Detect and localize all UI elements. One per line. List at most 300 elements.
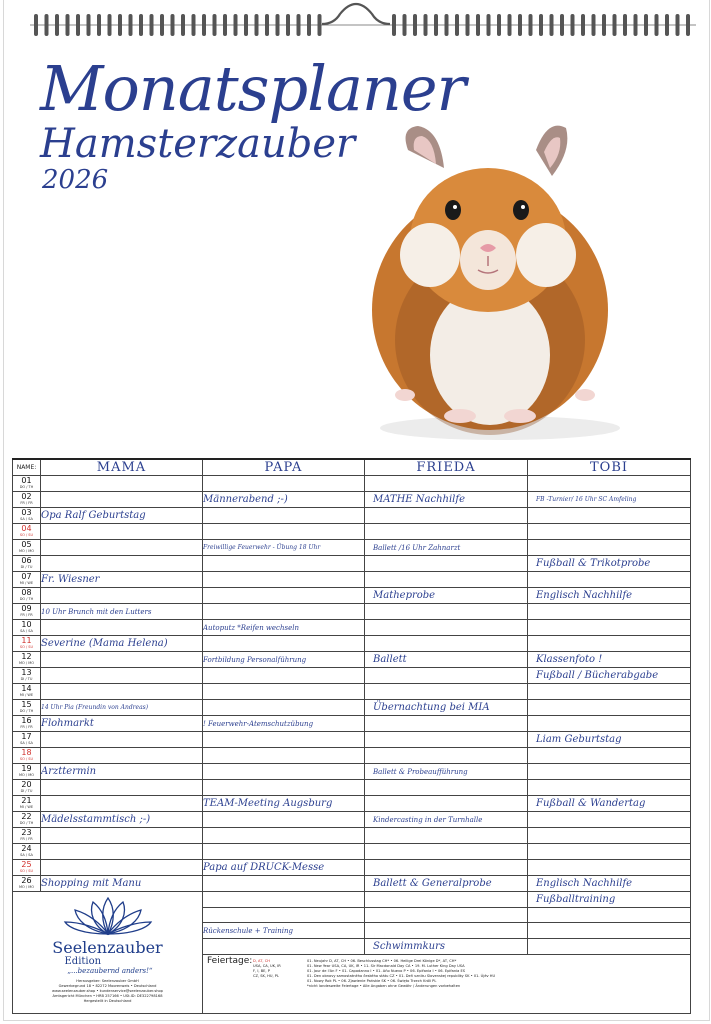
country-code: D, AT, CH	[253, 958, 270, 963]
day-number: 07	[21, 572, 32, 581]
entry-papa[interactable]	[203, 524, 365, 540]
entry-frieda[interactable]	[365, 572, 528, 588]
day-row	[13, 700, 691, 716]
entry-frieda[interactable]	[365, 604, 528, 620]
day-number: 22	[21, 812, 32, 821]
weekday-label: MI / WE	[19, 805, 34, 809]
entry-tobi[interactable]	[528, 476, 691, 492]
entry-frieda[interactable]	[365, 716, 528, 732]
entry-papa[interactable]: Fortbildung Personalführung	[203, 652, 365, 668]
entry-papa[interactable]: Autoputz *Reifen wechseln	[203, 620, 365, 636]
day-row	[13, 556, 691, 572]
entry-tobi[interactable]	[528, 939, 691, 955]
entry-mama[interactable]	[41, 796, 203, 812]
spiral-ring	[150, 14, 154, 36]
day-row	[13, 492, 691, 508]
entry-frieda[interactable]: Kindercasting in der Turnhalle	[365, 812, 528, 828]
entry-tobi[interactable]	[528, 844, 691, 860]
entry-mama[interactable]	[41, 668, 203, 684]
spiral-ring	[55, 14, 59, 36]
holidays-block	[203, 954, 691, 1013]
day-number: 23	[21, 828, 32, 837]
day-cell	[13, 780, 41, 796]
column-header-tobi: TOBI	[528, 459, 691, 476]
day-number: 11	[21, 636, 32, 645]
day-number: 26	[21, 876, 32, 885]
entry-tobi[interactable]: Liam Geburtstag	[528, 732, 691, 748]
logo-sub: Edition	[64, 956, 102, 967]
spiral-ring	[602, 14, 606, 36]
day-number: 14	[21, 684, 32, 693]
name-header: NAME:	[13, 459, 41, 476]
holiday-line: *nicht landesweite Feiertage • Alle Angaben ohne Gewähr / Änderungen vorbehalten	[307, 983, 461, 988]
entry-frieda[interactable]	[365, 524, 528, 540]
spiral-ring	[76, 14, 80, 36]
weekday-label: SA / SA	[20, 517, 33, 521]
spiral-binding	[0, 0, 711, 44]
day-row	[13, 572, 691, 588]
spiral-ring	[466, 14, 470, 36]
weekday-label: DI / TU	[20, 677, 33, 681]
weekday-label: MO / MO	[19, 885, 34, 889]
entry-tobi[interactable]	[528, 860, 691, 876]
spiral-ring	[171, 14, 175, 36]
entry-papa[interactable]: ! Feuerwehr-Atemschutzübung	[203, 716, 365, 732]
entry-papa[interactable]	[203, 668, 365, 684]
day-number: 20	[21, 780, 32, 789]
day-number: 10	[21, 620, 32, 629]
logo-tagline: „...bezaubernd anders!“	[67, 967, 153, 975]
weekday-label: SO / SU	[19, 645, 34, 649]
day-number: 06	[21, 556, 32, 565]
day-cell	[13, 796, 41, 812]
entry-mama[interactable]: Mädelsstammtisch ;-)	[41, 812, 203, 828]
entry-frieda[interactable]	[365, 556, 528, 572]
day-number: 02	[21, 492, 32, 501]
hamster-photo	[360, 110, 630, 450]
weekday-label: MO / MO	[19, 773, 34, 777]
entry-frieda[interactable]: Ballett /16 Uhr Zahnarzt	[365, 540, 528, 556]
day-cell	[13, 508, 41, 524]
entry-tobi[interactable]: Fußball / Bücherabgabe	[528, 668, 691, 684]
entry-mama[interactable]	[41, 732, 203, 748]
entry-tobi[interactable]	[528, 764, 691, 780]
spiral-ring	[213, 14, 217, 36]
weekday-label: SO / SU	[19, 869, 34, 873]
entry-papa[interactable]	[203, 780, 365, 796]
weekday-label: MI / WE	[19, 581, 34, 585]
spiral-ring	[487, 14, 491, 36]
entry-mama[interactable]: Arzttermin	[41, 764, 203, 780]
weekday-label: MO / MO	[19, 549, 34, 553]
entry-mama[interactable]	[41, 684, 203, 700]
holiday-line: 01. New Year USA, CA, UK, IR • 11. Sir Macdonald Day CA • 19. M. Luther King Day USA	[307, 963, 465, 968]
spiral-ring	[34, 14, 38, 36]
imprint-line: Amtsgericht München • HRB 257166 • USt.ID: DE322798168	[52, 994, 163, 998]
entry-frieda[interactable]	[365, 476, 528, 492]
entry-papa[interactable]	[203, 556, 365, 572]
entry-papa[interactable]	[203, 572, 365, 588]
weekday-label: DO / TH	[19, 821, 34, 825]
country-code: CZ, SK, HU, PL	[253, 973, 279, 978]
day-cell	[13, 652, 41, 668]
entry-tobi[interactable]: FB -Turnier/ 16 Uhr SC Amfeling	[528, 492, 691, 508]
imprint	[43, 979, 173, 1004]
day-cell	[13, 476, 41, 492]
spiral-ring	[97, 14, 101, 36]
entry-papa[interactable]	[203, 812, 365, 828]
day-row	[13, 876, 691, 892]
spiral-ring	[644, 14, 648, 36]
entry-mama[interactable]: Shopping mit Manu	[41, 876, 203, 892]
entry-mama[interactable]	[41, 828, 203, 844]
entry-papa[interactable]	[203, 508, 365, 524]
entry-papa[interactable]	[203, 748, 365, 764]
day-number: 15	[21, 700, 32, 709]
spiral-ring	[45, 14, 49, 36]
day-cell	[13, 764, 41, 780]
weekday-label: MI / WE	[19, 693, 34, 697]
spiral-ring	[424, 14, 428, 36]
day-row	[13, 796, 691, 812]
day-cell	[13, 844, 41, 860]
day-row	[13, 636, 691, 652]
entry-frieda[interactable]	[365, 620, 528, 636]
day-number: 17	[21, 732, 32, 741]
entry-frieda[interactable]: Matheprobe	[365, 588, 528, 604]
spiral-ring	[392, 14, 396, 36]
entry-tobi[interactable]: Fußball & Wandertag	[528, 796, 691, 812]
day-row	[13, 540, 691, 556]
entry-papa[interactable]	[203, 476, 365, 492]
spiral-ring	[518, 14, 522, 36]
holiday-country-codes	[253, 959, 285, 979]
entry-tobi[interactable]: Englisch Nachhilfe	[528, 876, 691, 892]
spiral-ring	[581, 14, 585, 36]
spiral-ring	[181, 14, 185, 36]
spiral-ring	[623, 14, 627, 36]
spiral-ring	[529, 14, 533, 36]
imprint-line: Herausgeber: Seelenzauber GmbH	[76, 979, 139, 983]
spiral-ring	[118, 14, 122, 36]
spiral-ring	[192, 14, 196, 36]
entry-mama[interactable]: Severine (Mama Helena)	[41, 636, 203, 652]
spiral-ring	[550, 14, 554, 36]
spiral-ring	[244, 14, 248, 36]
entry-mama[interactable]: Flohmarkt	[41, 716, 203, 732]
entry-frieda[interactable]: Schwimmkurs	[365, 939, 528, 955]
day-row	[13, 476, 691, 492]
entry-frieda[interactable]	[365, 828, 528, 844]
spiral-ring	[202, 14, 206, 36]
lotus-icon	[63, 896, 153, 936]
publisher-block	[13, 892, 203, 1014]
entry-frieda[interactable]	[365, 636, 528, 652]
entry-tobi[interactable]	[528, 716, 691, 732]
entry-tobi[interactable]: Klassenfoto !	[528, 652, 691, 668]
entry-mama[interactable]: 10 Uhr Brunch mit den Lutters	[41, 604, 203, 620]
weekday-label: SA / SA	[20, 853, 33, 857]
day-cell	[13, 604, 41, 620]
entry-frieda[interactable]: Ballett	[365, 652, 528, 668]
spiral-ring	[129, 14, 133, 36]
entry-papa[interactable]	[203, 700, 365, 716]
entry-papa[interactable]: Männerabend ;-)	[203, 492, 365, 508]
entry-mama[interactable]: Fr. Wiesner	[41, 572, 203, 588]
entry-papa[interactable]	[203, 939, 365, 955]
holiday-line: 01. Jour de l'An F • 01. Capodanno I • 01. Año Nuevo P • 06. Epifania I • 06. Epifanía ES	[307, 968, 466, 973]
entry-mama[interactable]	[41, 780, 203, 796]
entry-tobi[interactable]	[528, 923, 691, 939]
spiral-ring	[234, 14, 238, 36]
day-row	[13, 716, 691, 732]
weekday-label: FR / FR	[20, 837, 33, 841]
imprint-line: Gewerbegrund 18 • 82272 Moorenweis • Deutschland	[58, 984, 157, 988]
weekday-label: FR / FR	[20, 501, 33, 505]
day-cell	[13, 492, 41, 508]
spiral-ring	[413, 14, 417, 36]
weekday-label: DO / TH	[19, 597, 34, 601]
holiday-line: 01. Neujahr D, AT, CH • 06. Beschlusstag CH* • 06. Heilige Drei Könige D*, AT, CH*	[307, 958, 457, 963]
spiral-ring	[655, 14, 659, 36]
spiral-ring	[276, 14, 280, 36]
entry-frieda[interactable]	[365, 780, 528, 796]
entry-tobi[interactable]	[528, 828, 691, 844]
spiral-ring	[571, 14, 575, 36]
spiral-ring	[297, 14, 301, 36]
entry-tobi[interactable]	[528, 684, 691, 700]
entry-frieda[interactable]	[365, 796, 528, 812]
day-number: 09	[21, 604, 32, 613]
weekday-label: DO / TH	[19, 485, 34, 489]
day-number: 24	[21, 844, 32, 853]
header-row	[13, 459, 691, 476]
entry-frieda[interactable]	[365, 860, 528, 876]
spiral-ring	[255, 14, 259, 36]
weekday-label: DI / TU	[20, 565, 33, 569]
entry-mama[interactable]	[41, 556, 203, 572]
day-cell	[13, 684, 41, 700]
entry-tobi[interactable]	[528, 620, 691, 636]
entry-papa[interactable]	[203, 684, 365, 700]
day-number: 05	[21, 540, 32, 549]
entry-papa[interactable]	[203, 636, 365, 652]
day-cell	[13, 876, 41, 892]
lotus-logo	[43, 896, 173, 1004]
day-number: 19	[21, 764, 32, 773]
day-cell	[13, 572, 41, 588]
entry-frieda[interactable]: Ballett & Probeaufführung	[365, 764, 528, 780]
day-number: 04	[21, 524, 32, 533]
entry-mama[interactable]	[41, 844, 203, 860]
entry-papa[interactable]	[203, 732, 365, 748]
spiral-ring	[592, 14, 596, 36]
spiral-ring	[445, 14, 449, 36]
entry-mama[interactable]	[41, 620, 203, 636]
entry-tobi[interactable]	[528, 540, 691, 556]
entry-mama[interactable]	[41, 476, 203, 492]
day-cell	[13, 812, 41, 828]
day-cell	[13, 732, 41, 748]
spiral-ring	[66, 14, 70, 36]
day-cell	[13, 588, 41, 604]
day-cell	[13, 860, 41, 876]
spiral-ring	[160, 14, 164, 36]
extra-row	[13, 892, 691, 908]
country-code: USA, CA, UK, IR	[253, 963, 281, 968]
weekday-label: SA / SA	[20, 629, 33, 633]
spiral-ring	[686, 14, 690, 36]
spiral-ring	[307, 14, 311, 36]
entry-tobi[interactable]: Fußball & Trikotprobe	[528, 556, 691, 572]
entry-papa[interactable]: Papa auf DRUCK-Messe	[203, 860, 365, 876]
entry-mama[interactable]	[41, 588, 203, 604]
entry-mama[interactable]	[41, 652, 203, 668]
entry-papa[interactable]	[203, 892, 365, 908]
day-cell	[13, 716, 41, 732]
entry-frieda[interactable]	[365, 907, 528, 923]
day-number: 03	[21, 508, 32, 517]
entry-papa[interactable]	[203, 844, 365, 860]
spiral-ring	[476, 14, 480, 36]
entry-tobi[interactable]	[528, 508, 691, 524]
entry-mama[interactable]	[41, 540, 203, 556]
day-row	[13, 764, 691, 780]
entry-frieda[interactable]	[365, 844, 528, 860]
spiral-ring	[665, 14, 669, 36]
holiday-list	[307, 959, 522, 989]
day-row	[13, 812, 691, 828]
weekday-label: MO / MO	[19, 661, 34, 665]
spiral-ring	[508, 14, 512, 36]
day-cell	[13, 636, 41, 652]
day-row	[13, 748, 691, 764]
day-number: 13	[21, 668, 32, 677]
spiral-ring	[497, 14, 501, 36]
spiral-ring	[139, 14, 143, 36]
entry-mama[interactable]	[41, 492, 203, 508]
entry-frieda[interactable]	[365, 748, 528, 764]
entry-frieda[interactable]	[365, 923, 528, 939]
spiral-ring	[108, 14, 112, 36]
entry-papa[interactable]	[203, 764, 365, 780]
entry-frieda[interactable]: MATHE Nachhilfe	[365, 492, 528, 508]
calendar-year: 2026	[42, 165, 109, 195]
calendar-title: Monatsplaner	[40, 52, 466, 125]
entry-tobi[interactable]: Fußballtraining	[528, 892, 691, 908]
entry-tobi[interactable]	[528, 572, 691, 588]
entry-frieda[interactable]	[365, 732, 528, 748]
planner-grid	[12, 458, 690, 1004]
entry-papa[interactable]: Freiwillige Feuerwehr - Übung 18 Uhr	[203, 540, 365, 556]
entry-frieda[interactable]: Übernachtung bei MIA	[365, 700, 528, 716]
logo-name: Seelenzauber	[52, 938, 163, 957]
spiral-ring	[539, 14, 543, 36]
day-row	[13, 828, 691, 844]
entry-tobi[interactable]	[528, 780, 691, 796]
day-cell	[13, 556, 41, 572]
entry-tobi[interactable]	[528, 636, 691, 652]
entry-frieda[interactable]	[365, 668, 528, 684]
day-row	[13, 844, 691, 860]
imprint-line: Hergestellt in Deutschland	[83, 999, 132, 1003]
day-row	[13, 604, 691, 620]
weekday-label: FR / FR	[20, 725, 33, 729]
holiday-line: 01. Nowy Rok PL • 06. Zjawienie Pańskie SK • 06. Święto Trzech Króli PL	[307, 978, 437, 983]
entry-tobi[interactable]	[528, 604, 691, 620]
entry-mama[interactable]	[41, 524, 203, 540]
day-cell	[13, 540, 41, 556]
entry-papa[interactable]: Rückenschule + Training	[203, 923, 365, 939]
entry-tobi[interactable]	[528, 812, 691, 828]
weekday-label: DO / TH	[19, 709, 34, 713]
spiral-ring	[318, 14, 322, 36]
entry-tobi[interactable]: Englisch Nachhilfe	[528, 588, 691, 604]
entry-frieda[interactable]	[365, 684, 528, 700]
day-cell	[13, 700, 41, 716]
entry-papa[interactable]: TEAM-Meeting Augsburg	[203, 796, 365, 812]
day-row	[13, 780, 691, 796]
holiday-line: 01. Den obnovy samostatného českého státu CZ • 01. Deň vzniku Slovenskej republiky SK • 01. Újév HU	[307, 973, 496, 978]
weekday-label: SA / SA	[20, 741, 33, 745]
entry-mama[interactable]	[41, 748, 203, 764]
day-row	[13, 732, 691, 748]
imprint-line: www.seelenzauber.shop • kundenservice@seelenzauber.shop	[52, 989, 163, 993]
day-row	[13, 652, 691, 668]
day-number: 12	[21, 652, 32, 661]
entry-papa[interactable]	[203, 604, 365, 620]
entry-tobi[interactable]	[528, 700, 691, 716]
entry-mama[interactable]: 14 Uhr Pia (Freundin von Andreas)	[41, 700, 203, 716]
day-number: 18	[21, 748, 32, 757]
hanger-hook	[322, 4, 390, 24]
entry-papa[interactable]	[203, 828, 365, 844]
calendar-subtitle: Hamsterzauber	[40, 121, 356, 167]
spiral-ring	[434, 14, 438, 36]
spiral-ring	[634, 14, 638, 36]
spiral-ring	[265, 14, 269, 36]
entry-papa[interactable]	[203, 588, 365, 604]
entry-frieda[interactable]: Ballett & Generalprobe	[365, 876, 528, 892]
day-cell	[13, 828, 41, 844]
weekday-label: FR / FR	[20, 613, 33, 617]
entry-tobi[interactable]	[528, 748, 691, 764]
day-row	[13, 684, 691, 700]
day-number: 08	[21, 588, 32, 597]
day-row	[13, 668, 691, 684]
entry-tobi[interactable]	[528, 907, 691, 923]
spiral-ring	[87, 14, 91, 36]
day-row	[13, 508, 691, 524]
entry-tobi[interactable]	[528, 524, 691, 540]
entry-frieda[interactable]	[365, 892, 528, 908]
weekday-label: SO / SU	[19, 533, 34, 537]
spiral-ring	[676, 14, 680, 36]
day-row	[13, 860, 691, 876]
column-header-frieda: FRIEDA	[365, 459, 528, 476]
entry-papa[interactable]	[203, 907, 365, 923]
entry-papa[interactable]	[203, 876, 365, 892]
spiral-ring	[613, 14, 617, 36]
entry-mama[interactable]	[41, 860, 203, 876]
day-cell	[13, 524, 41, 540]
country-code: F, I, BE, P	[253, 968, 270, 973]
day-row	[13, 620, 691, 636]
weekday-label: DI / TU	[20, 789, 33, 793]
entry-mama[interactable]: Opa Ralf Geburtstag	[41, 508, 203, 524]
day-number: 25	[21, 860, 32, 869]
entry-frieda[interactable]	[365, 508, 528, 524]
